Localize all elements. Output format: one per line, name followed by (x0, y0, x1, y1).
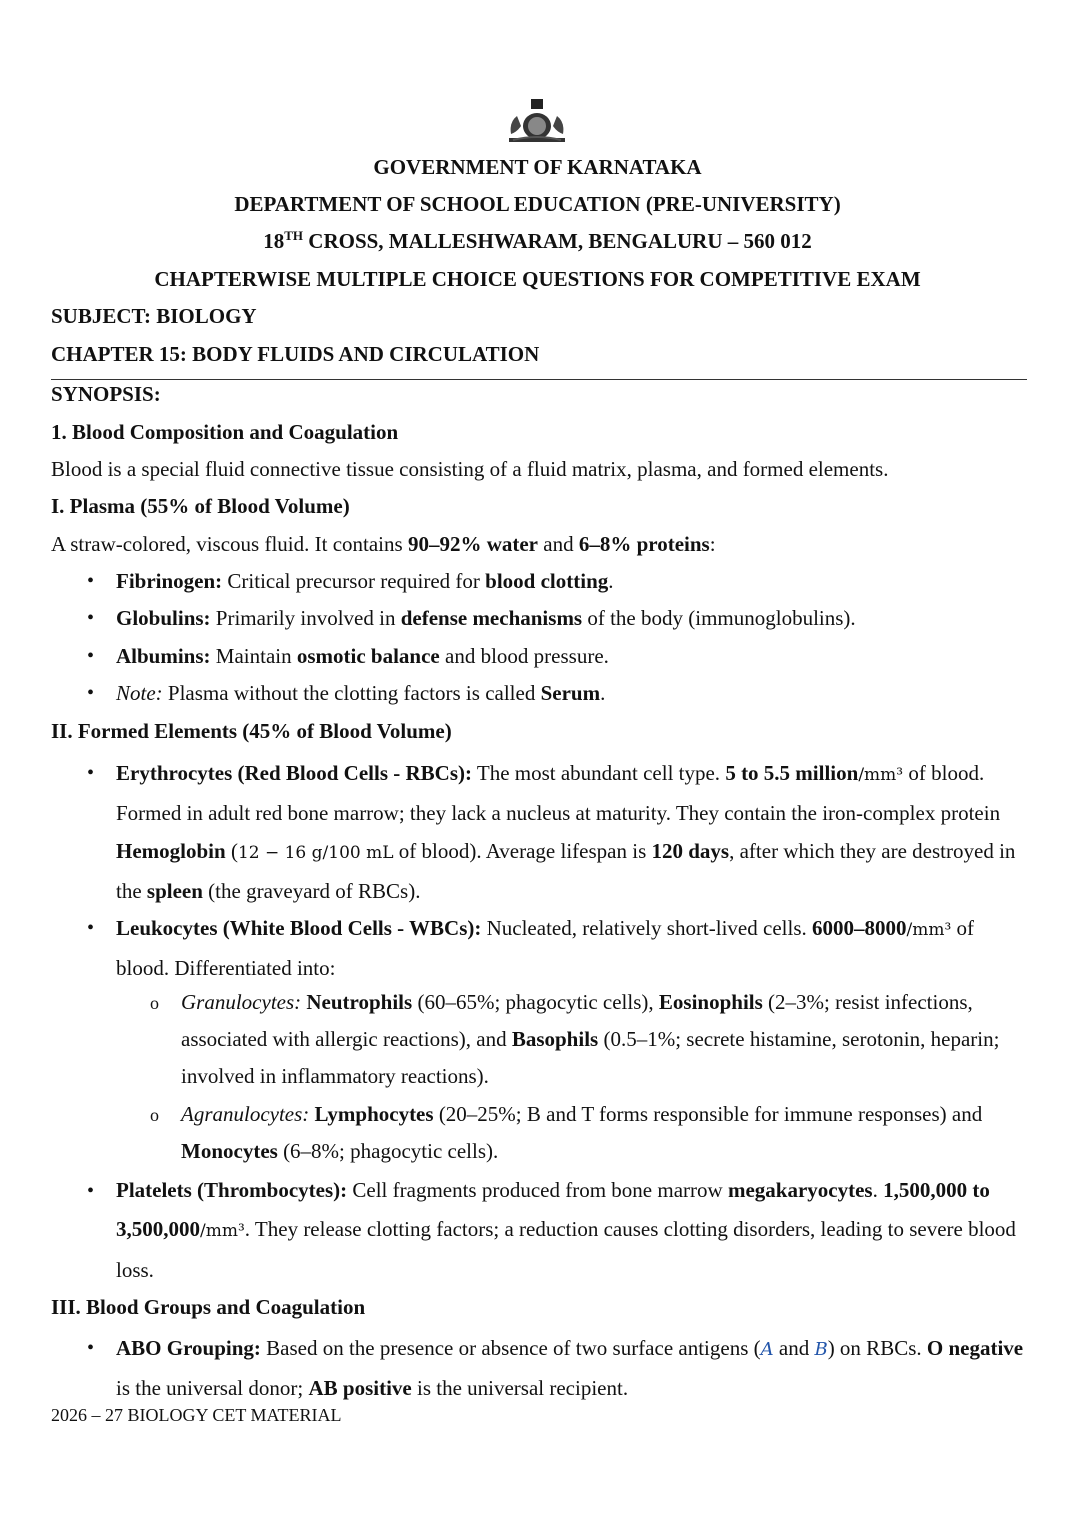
section-intro: Blood is a special fluid connective tissue consisting of a fluid matrix, plasma, and formed elements. (51, 457, 889, 481)
bullet-icon: • (87, 607, 95, 629)
blood-groups-heading: III. Blood Groups and Coagulation (51, 1295, 366, 1319)
circle-bullet-icon: o (150, 993, 159, 1013)
bullet-icon: • (87, 645, 95, 667)
bullet-icon: • (87, 762, 95, 784)
list-item-globulins: Globulins: Primarily involved in defense mechanisms of the body (immunoglobulins). (116, 606, 856, 630)
circle-bullet-icon: o (150, 1105, 159, 1125)
chapter-heading: CHAPTER 15: BODY FLUIDS AND CIRCULATION (51, 342, 540, 366)
list-item-abo-grouping: ABO Grouping: Based on the presence or absence of two surface antigens (A and B) on RBCs. O negative is the universal donor; AB positive is the universal recipient. (116, 1336, 1024, 1400)
synopsis-heading: SYNOPSIS: (51, 382, 161, 406)
plasma-heading: I. Plasma (55% of Blood Volume) (51, 494, 350, 518)
list-item-granulocytes: Granulocytes: Neutrophils (60–65%; phagocytic cells), Eosinophils (2–3%; resist infections, associated with allergic reactions), and Basophils (0.5–1%; secrete histamine, serotonin, heparin; involved in inflammatory reactions). (181, 990, 1000, 1088)
bullet-icon: • (87, 1180, 95, 1202)
karnataka-emblem-icon (503, 96, 571, 144)
bullet-icon: • (87, 682, 95, 704)
list-item-note: Note: Plasma without the clotting factors is called Serum. (116, 681, 606, 705)
list-item-leukocytes: Leukocytes (White Blood Cells - WBCs): Nucleated, relatively short-lived cells. 6000–8000/mm³ of blood. Differentiated into: (116, 916, 975, 980)
list-item-agranulocytes: Agranulocytes: Lymphocytes (20–25%; B and T forms responsible for immune responses) and Monocytes (6–8%; phagocytic cells). (181, 1102, 983, 1163)
subject-heading: SUBJECT: BIOLOGY (51, 304, 257, 328)
header-line-address: 18TH CROSS, MALLESHWARAM, BENGALURU – 560 012 (263, 228, 812, 253)
header-line-government: GOVERNMENT OF KARNATAKA (373, 155, 702, 179)
list-item-fibrinogen: Fibrinogen: Critical precursor required for blood clotting. (116, 569, 614, 593)
bullet-icon: • (87, 1337, 95, 1359)
section-heading: 1. Blood Composition and Coagulation (51, 420, 399, 444)
page-footer: 2026 – 27 BIOLOGY CET MATERIAL (51, 1405, 342, 1425)
header-line-department: DEPARTMENT OF SCHOOL EDUCATION (PRE-UNIVERSITY) (234, 192, 841, 216)
plasma-intro: A straw-colored, viscous fluid. It contains 90–92% water and 6–8% proteins: (51, 532, 716, 556)
list-item-erythrocytes: Erythrocytes (Red Blood Cells - RBCs): The most abundant cell type. 5 to 5.5 million/mm³ of blood. Formed in adult red bone marrow; they lack a nucleus at maturity. They contain the iron-complex protein Hemoglobin (12 − 16 g/100 mL of blood). Average lifespan is 120 days, after which they are destroyed in the spleen (the graveyard of RBCs). (116, 761, 1016, 903)
bullet-icon: • (87, 917, 95, 939)
bullet-icon: • (87, 570, 95, 592)
divider (51, 379, 1027, 380)
list-item-platelets: Platelets (Thrombocytes): Cell fragments produced from bone marrow megakaryocytes. 1,500,000 to 3,500,000/mm³. They release clotting factors; a reduction causes clotting disorders, leading to severe blood loss. (116, 1178, 1016, 1282)
list-item-albumins: Albumins: Maintain osmotic balance and blood pressure. (116, 644, 609, 668)
header-line-title: CHAPTERWISE MULTIPLE CHOICE QUESTIONS FOR COMPETITIVE EXAM (154, 267, 921, 291)
formed-elements-heading: II. Formed Elements (45% of Blood Volume) (51, 719, 452, 743)
